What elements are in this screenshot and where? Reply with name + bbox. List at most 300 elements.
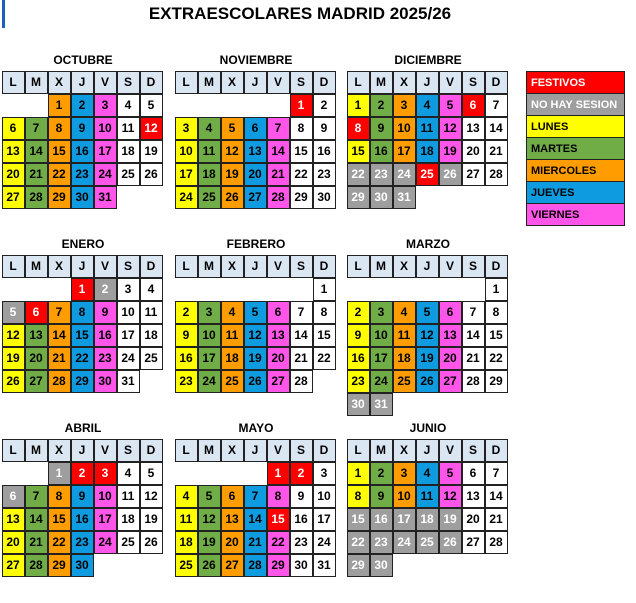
day-cell: 1 [347, 94, 370, 117]
day-cell: 29 [290, 186, 313, 209]
day-cell: 2 [175, 301, 198, 324]
day-cell: 7 [485, 462, 508, 485]
day-cell: 10 [313, 485, 336, 508]
weekday-header: J [416, 255, 439, 278]
day-cell: 17 [94, 140, 117, 163]
month-grid [2, 71, 164, 209]
day-cell: 15 [485, 324, 508, 347]
day-cell: 22 [313, 347, 336, 370]
day-cell: 25 [416, 163, 439, 186]
weekday-header: X [393, 255, 416, 278]
weekday-header: X [393, 439, 416, 462]
weekday-header: V [439, 439, 462, 462]
weekday-header: L [2, 255, 25, 278]
day-cell: 5 [439, 462, 462, 485]
weekday-header: D [140, 255, 163, 278]
day-cell: 3 [393, 94, 416, 117]
day-cell: 20 [2, 531, 25, 554]
day-cell: 29 [485, 370, 508, 393]
weekday-header: M [370, 71, 393, 94]
month-grid [175, 255, 337, 393]
day-cell: 12 [2, 324, 25, 347]
month-mayo [175, 420, 337, 577]
weekday-header: M [198, 71, 221, 94]
day-cell: 23 [71, 163, 94, 186]
empty-cell [48, 278, 71, 301]
empty-cell [140, 554, 163, 577]
day-cell: 9 [94, 301, 117, 324]
empty-cell [393, 554, 416, 577]
day-cell: 24 [117, 347, 140, 370]
day-cell: 6 [462, 94, 485, 117]
day-cell: 11 [117, 117, 140, 140]
day-cell: 18 [140, 324, 163, 347]
month-grid [347, 439, 509, 577]
weekday-header: L [175, 439, 198, 462]
day-cell: 14 [25, 140, 48, 163]
day-cell: 17 [393, 508, 416, 531]
weekday-header: J [71, 71, 94, 94]
day-cell: 13 [2, 140, 25, 163]
day-cell: 12 [140, 485, 163, 508]
day-cell: 8 [71, 301, 94, 324]
day-cell: 3 [94, 462, 117, 485]
day-cell: 11 [198, 140, 221, 163]
day-cell: 29 [48, 186, 71, 209]
month-octubre [2, 52, 164, 209]
day-cell: 31 [117, 370, 140, 393]
day-cell: 8 [267, 485, 290, 508]
day-cell: 23 [370, 531, 393, 554]
day-cell: 15 [48, 140, 71, 163]
weekday-header: M [370, 255, 393, 278]
legend [526, 72, 625, 226]
month-enero [2, 236, 164, 393]
day-cell: 18 [117, 508, 140, 531]
day-cell: 17 [94, 508, 117, 531]
legend-festivos: FESTIVOS [526, 71, 625, 94]
day-cell: 18 [416, 140, 439, 163]
day-cell: 30 [370, 186, 393, 209]
day-cell: 26 [439, 531, 462, 554]
day-cell: 28 [25, 186, 48, 209]
empty-cell [221, 94, 244, 117]
weekday-header: V [94, 255, 117, 278]
day-cell: 6 [2, 117, 25, 140]
day-cell: 20 [244, 163, 267, 186]
day-cell: 21 [290, 347, 313, 370]
day-cell: 22 [71, 347, 94, 370]
day-cell: 6 [439, 301, 462, 324]
empty-cell [462, 278, 485, 301]
weekday-header: S [290, 439, 313, 462]
day-cell: 9 [370, 117, 393, 140]
day-cell: 30 [347, 393, 370, 416]
day-cell: 4 [140, 278, 163, 301]
day-cell: 11 [140, 301, 163, 324]
day-cell: 11 [175, 508, 198, 531]
month-febrero [175, 236, 337, 393]
day-cell: 24 [393, 163, 416, 186]
day-cell: 30 [71, 554, 94, 577]
weekday-header: J [71, 255, 94, 278]
day-cell: 16 [290, 508, 313, 531]
empty-cell [393, 393, 416, 416]
day-cell: 30 [370, 554, 393, 577]
weekday-header: L [175, 71, 198, 94]
empty-cell [244, 278, 267, 301]
empty-cell [416, 278, 439, 301]
day-cell: 1 [485, 278, 508, 301]
day-cell: 3 [370, 301, 393, 324]
weekday-header: D [485, 255, 508, 278]
day-cell: 16 [71, 140, 94, 163]
weekday-header: L [347, 439, 370, 462]
day-cell: 15 [347, 140, 370, 163]
month-junio [347, 420, 509, 577]
day-cell: 1 [313, 278, 336, 301]
day-cell: 10 [370, 324, 393, 347]
day-cell: 17 [117, 324, 140, 347]
day-cell: 12 [439, 117, 462, 140]
day-cell: 11 [117, 485, 140, 508]
day-cell: 27 [439, 370, 462, 393]
day-cell: 20 [462, 508, 485, 531]
day-cell: 27 [221, 554, 244, 577]
day-cell: 24 [94, 531, 117, 554]
empty-cell [439, 393, 462, 416]
day-cell: 26 [140, 531, 163, 554]
day-cell: 30 [313, 186, 336, 209]
day-cell: 2 [71, 94, 94, 117]
weekday-header: D [140, 71, 163, 94]
empty-cell [439, 186, 462, 209]
day-cell: 20 [267, 347, 290, 370]
day-cell: 5 [244, 301, 267, 324]
day-cell: 28 [244, 554, 267, 577]
day-cell: 9 [313, 117, 336, 140]
weekday-header: D [140, 439, 163, 462]
month-grid [347, 71, 509, 209]
day-cell: 4 [416, 462, 439, 485]
day-cell: 25 [221, 370, 244, 393]
day-cell: 6 [2, 485, 25, 508]
day-cell: 21 [462, 347, 485, 370]
day-cell: 25 [393, 370, 416, 393]
weekday-header: S [117, 439, 140, 462]
day-cell: 18 [117, 140, 140, 163]
day-cell: 5 [416, 301, 439, 324]
empty-cell [485, 393, 508, 416]
weekday-header: J [244, 439, 267, 462]
weekday-header: S [290, 255, 313, 278]
day-cell: 25 [117, 163, 140, 186]
day-cell: 16 [94, 324, 117, 347]
day-cell: 22 [290, 163, 313, 186]
day-cell: 4 [117, 462, 140, 485]
day-cell: 27 [244, 186, 267, 209]
day-cell: 14 [462, 324, 485, 347]
day-cell: 21 [267, 163, 290, 186]
day-cell: 31 [370, 393, 393, 416]
weekday-header: X [48, 439, 71, 462]
weekday-header: V [267, 71, 290, 94]
day-cell: 27 [25, 370, 48, 393]
day-cell: 23 [175, 370, 198, 393]
day-cell: 27 [462, 163, 485, 186]
day-cell: 10 [393, 485, 416, 508]
day-cell: 2 [71, 462, 94, 485]
day-cell: 5 [140, 462, 163, 485]
day-cell: 16 [347, 347, 370, 370]
weekday-header: X [48, 71, 71, 94]
month-name: ABRIL [64, 421, 102, 435]
day-cell: 5 [221, 117, 244, 140]
day-cell: 28 [290, 370, 313, 393]
day-cell: 22 [267, 531, 290, 554]
empty-cell [2, 462, 25, 485]
empty-cell [290, 278, 313, 301]
day-cell: 11 [393, 324, 416, 347]
weekday-header: D [485, 71, 508, 94]
page-title: EXTRAESCOLARES MADRID 2025/26 [148, 4, 452, 23]
month-name: OCTUBRE [53, 53, 113, 67]
day-cell: 5 [439, 94, 462, 117]
day-cell: 9 [175, 324, 198, 347]
empty-cell [140, 186, 163, 209]
day-cell: 4 [175, 485, 198, 508]
day-cell: 5 [2, 301, 25, 324]
day-cell: 1 [71, 278, 94, 301]
day-cell: 26 [2, 370, 25, 393]
day-cell: 31 [94, 186, 117, 209]
empty-cell [94, 554, 117, 577]
day-cell: 16 [313, 140, 336, 163]
month-name: JUNIO [409, 421, 447, 435]
weekday-header: S [117, 255, 140, 278]
empty-cell [267, 94, 290, 117]
day-cell: 8 [48, 117, 71, 140]
weekday-header: M [370, 439, 393, 462]
month-grid [2, 439, 164, 577]
day-cell: 26 [198, 554, 221, 577]
day-cell: 23 [290, 531, 313, 554]
day-cell: 19 [439, 140, 462, 163]
day-cell: 21 [244, 531, 267, 554]
day-cell: 29 [347, 554, 370, 577]
weekday-header: L [2, 71, 25, 94]
legend-miercoles: MIERCOLES [526, 159, 625, 182]
day-cell: 20 [25, 347, 48, 370]
month-marzo [347, 236, 509, 416]
day-cell: 19 [140, 508, 163, 531]
day-cell: 2 [347, 301, 370, 324]
day-cell: 25 [117, 531, 140, 554]
day-cell: 21 [25, 163, 48, 186]
day-cell: 9 [290, 485, 313, 508]
legend-martes: MARTES [526, 137, 625, 160]
month-grid [175, 71, 337, 209]
day-cell: 24 [370, 370, 393, 393]
day-cell: 10 [94, 485, 117, 508]
day-cell: 21 [48, 347, 71, 370]
day-cell: 13 [25, 324, 48, 347]
day-cell: 24 [313, 531, 336, 554]
day-cell: 4 [393, 301, 416, 324]
day-cell: 18 [175, 531, 198, 554]
day-cell: 17 [175, 163, 198, 186]
day-cell: 28 [485, 163, 508, 186]
empty-cell [244, 462, 267, 485]
day-cell: 22 [48, 163, 71, 186]
day-cell: 5 [140, 94, 163, 117]
weekday-header: M [25, 439, 48, 462]
weekday-header: S [462, 71, 485, 94]
day-cell: 14 [244, 508, 267, 531]
day-cell: 13 [462, 485, 485, 508]
month-grid [347, 255, 509, 416]
day-cell: 12 [140, 117, 163, 140]
day-cell: 9 [347, 324, 370, 347]
empty-cell [416, 186, 439, 209]
day-cell: 8 [290, 117, 313, 140]
empty-cell [485, 186, 508, 209]
day-cell: 7 [485, 94, 508, 117]
day-cell: 18 [416, 508, 439, 531]
empty-cell [198, 278, 221, 301]
day-cell: 10 [94, 117, 117, 140]
weekday-header: J [416, 439, 439, 462]
empty-cell [175, 94, 198, 117]
day-cell: 24 [393, 531, 416, 554]
day-cell: 13 [2, 508, 25, 531]
day-cell: 19 [439, 508, 462, 531]
day-cell: 3 [117, 278, 140, 301]
month-grid [2, 255, 164, 393]
day-cell: 5 [198, 485, 221, 508]
day-cell: 15 [48, 508, 71, 531]
empty-cell [175, 462, 198, 485]
legend-no-hay-sesion: NO HAY SESION [526, 93, 625, 116]
day-cell: 19 [244, 347, 267, 370]
day-cell: 9 [370, 485, 393, 508]
day-cell: 28 [48, 370, 71, 393]
day-cell: 22 [485, 347, 508, 370]
day-cell: 26 [244, 370, 267, 393]
day-cell: 20 [462, 140, 485, 163]
day-cell: 16 [370, 140, 393, 163]
day-cell: 11 [416, 117, 439, 140]
day-cell: 18 [221, 347, 244, 370]
day-cell: 17 [393, 140, 416, 163]
weekday-header: L [347, 71, 370, 94]
day-cell: 3 [94, 94, 117, 117]
weekday-header: D [485, 439, 508, 462]
day-cell: 19 [198, 531, 221, 554]
day-cell: 26 [416, 370, 439, 393]
day-cell: 22 [347, 531, 370, 554]
empty-cell [267, 278, 290, 301]
day-cell: 25 [416, 531, 439, 554]
empty-cell [2, 278, 25, 301]
day-cell: 22 [48, 531, 71, 554]
day-cell: 10 [198, 324, 221, 347]
day-cell: 24 [198, 370, 221, 393]
weekday-header: D [313, 439, 336, 462]
month-name: NOVIEMBRE [219, 53, 293, 67]
day-cell: 13 [267, 324, 290, 347]
day-cell: 23 [347, 370, 370, 393]
day-cell: 6 [462, 462, 485, 485]
empty-cell [140, 370, 163, 393]
day-cell: 30 [94, 370, 117, 393]
weekday-header: V [439, 71, 462, 94]
day-cell: 23 [370, 163, 393, 186]
weekday-header: L [175, 255, 198, 278]
day-cell: 4 [221, 301, 244, 324]
day-cell: 7 [25, 117, 48, 140]
day-cell: 7 [290, 301, 313, 324]
day-cell: 14 [485, 117, 508, 140]
weekday-header: S [462, 255, 485, 278]
empty-cell [117, 554, 140, 577]
day-cell: 15 [313, 324, 336, 347]
weekday-header: V [267, 439, 290, 462]
day-cell: 6 [221, 485, 244, 508]
empty-cell [221, 278, 244, 301]
day-cell: 20 [2, 163, 25, 186]
weekday-header: X [48, 255, 71, 278]
day-cell: 16 [71, 508, 94, 531]
weekday-header: X [221, 255, 244, 278]
day-cell: 12 [416, 324, 439, 347]
day-cell: 9 [71, 485, 94, 508]
empty-cell [25, 94, 48, 117]
day-cell: 2 [94, 278, 117, 301]
day-cell: 4 [117, 94, 140, 117]
day-cell: 14 [267, 140, 290, 163]
empty-cell [393, 278, 416, 301]
day-cell: 8 [347, 485, 370, 508]
day-cell: 14 [48, 324, 71, 347]
day-cell: 23 [313, 163, 336, 186]
day-cell: 27 [2, 554, 25, 577]
day-cell: 18 [393, 347, 416, 370]
day-cell: 18 [198, 163, 221, 186]
day-cell: 31 [313, 554, 336, 577]
day-cell: 27 [2, 186, 25, 209]
weekday-header: M [25, 71, 48, 94]
empty-cell [462, 554, 485, 577]
day-cell: 14 [485, 485, 508, 508]
day-cell: 24 [175, 186, 198, 209]
day-cell: 1 [290, 94, 313, 117]
day-cell: 13 [462, 117, 485, 140]
day-cell: 25 [198, 186, 221, 209]
day-cell: 16 [370, 508, 393, 531]
weekday-header: X [221, 71, 244, 94]
month-name: MAYO [238, 421, 274, 435]
day-cell: 26 [221, 186, 244, 209]
weekday-header: M [25, 255, 48, 278]
month-noviembre [175, 52, 337, 209]
day-cell: 27 [462, 531, 485, 554]
day-cell: 4 [416, 94, 439, 117]
weekday-header: D [313, 71, 336, 94]
day-cell: 9 [71, 117, 94, 140]
day-cell: 6 [25, 301, 48, 324]
legend-lunes: LUNES [526, 115, 625, 138]
